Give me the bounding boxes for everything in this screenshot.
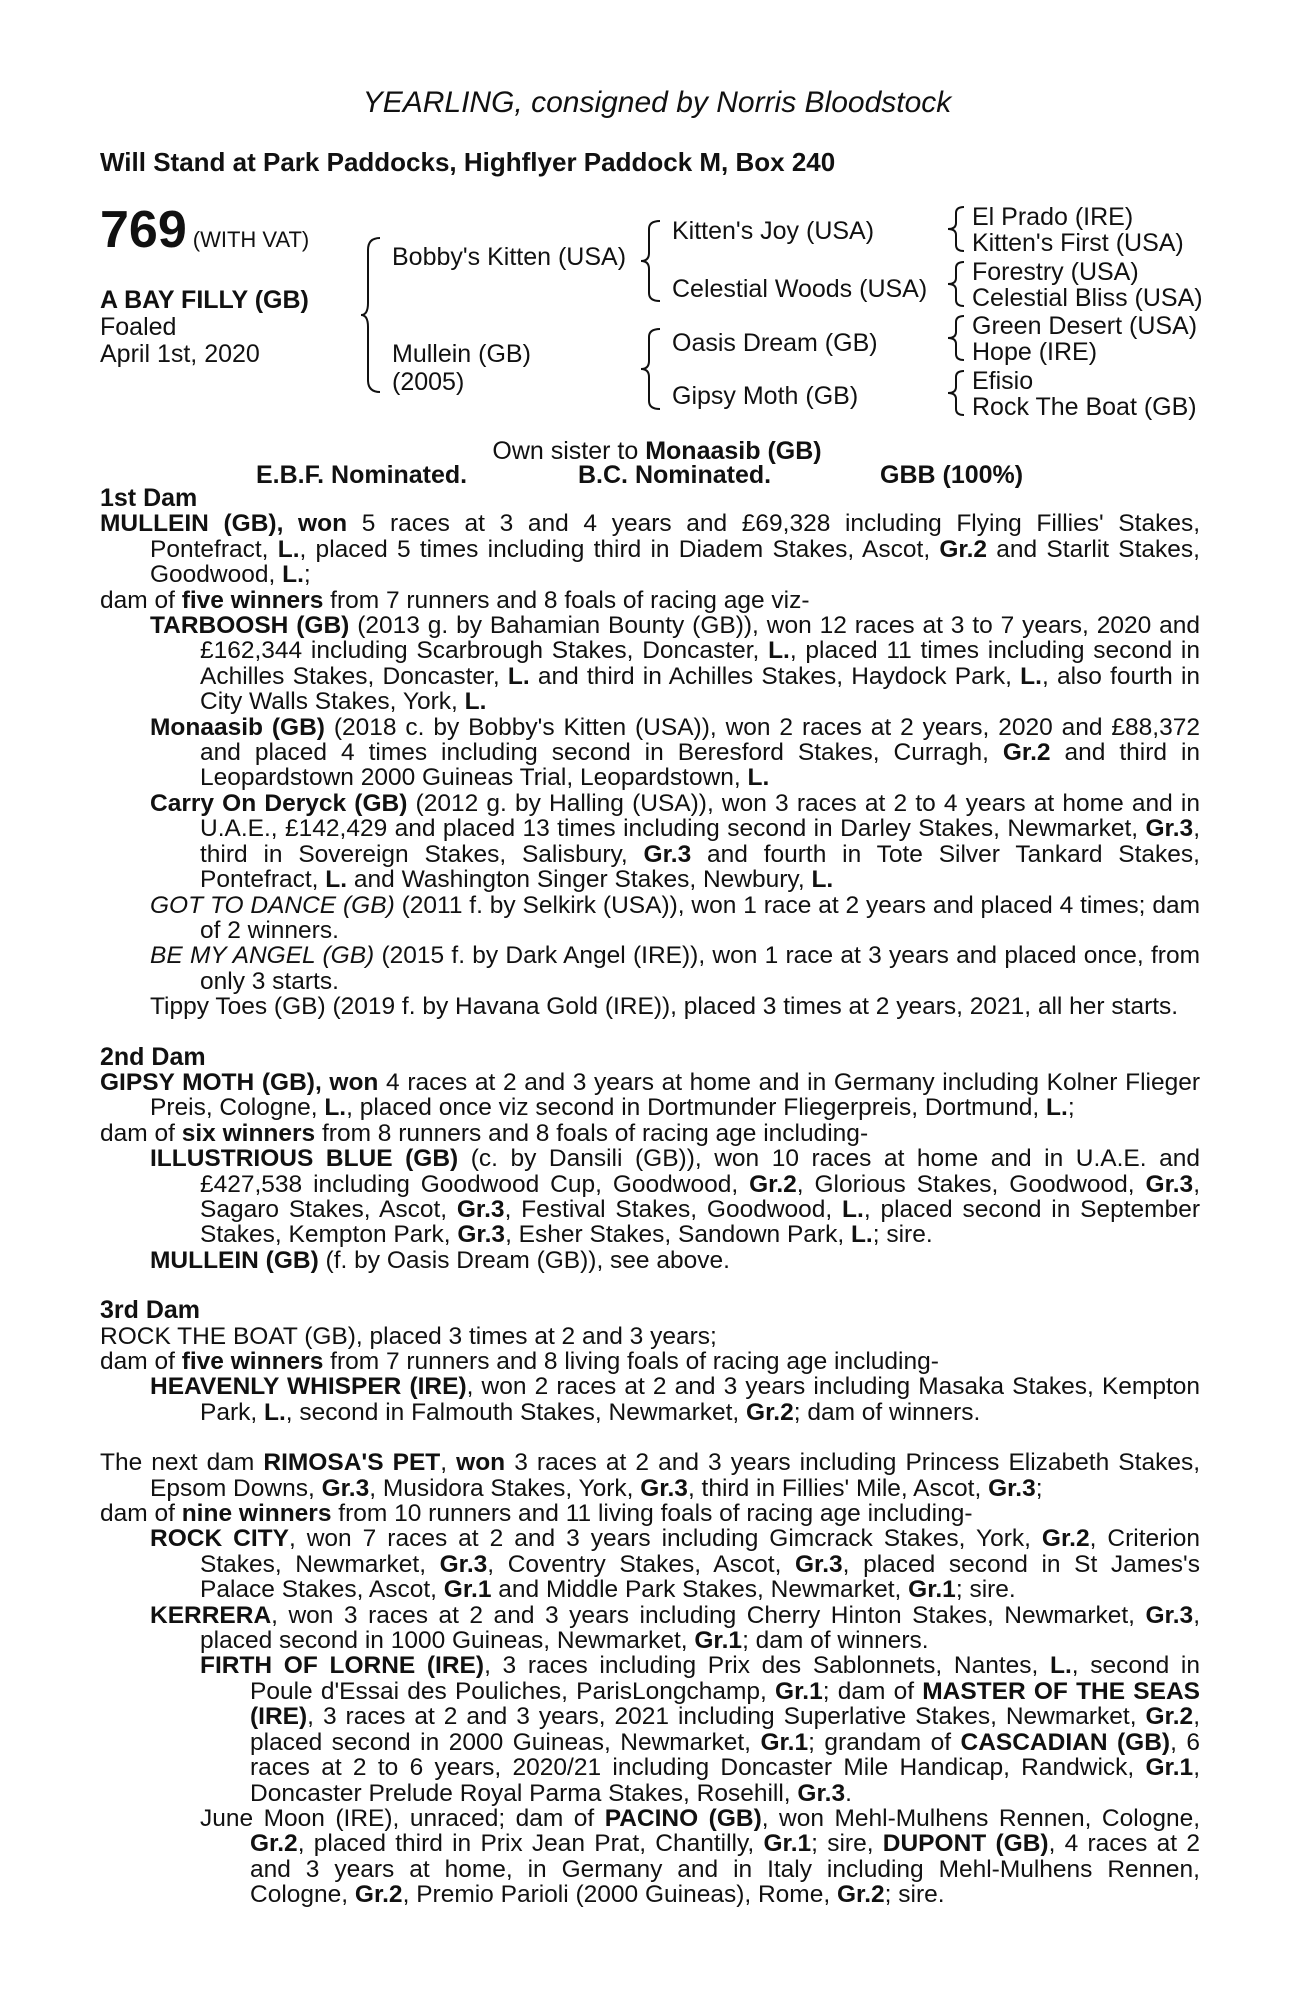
text-run: , Premio Parioli (2000 Guineas), Rome, (402, 1881, 837, 1909)
text-run: L. (811, 866, 834, 894)
next-dam-produce-list (100, 1526, 1200, 1907)
text-run: Gr.3 (643, 840, 692, 868)
text-run: Gr.2 (1145, 1703, 1194, 1731)
text-run: , won 7 races at 2 and 3 years including Gimcrack Stakes, York, (288, 1525, 1042, 1553)
pedigree-brace-gen3-b (946, 260, 966, 308)
text-run: and Middle Park Stakes, Newmarket, (491, 1576, 909, 1604)
text-run: and third in Achilles Stakes, Haydock Park, (529, 662, 1021, 690)
text-run: . (845, 1779, 852, 1807)
produce-entry (100, 1374, 1200, 1425)
pedigree-brace-gen2-sire (640, 219, 662, 303)
text-run: Tippy Toes (GB) (2019 f. by Havana Gold (IRE)), placed 3 times at 2 years, 2021, all her starts. (150, 993, 1179, 1021)
text-run: 5 races at 3 and 4 years and £69,328 including Flying Fillies' Stakes, Pontefract, (150, 510, 1200, 563)
text-run: HEAVENLY WHISPER (IRE) (150, 1373, 467, 1401)
text-run: Gr.3 (1145, 1170, 1194, 1198)
second-dam-produce-intro (100, 1121, 1200, 1146)
produce-entry (100, 1526, 1200, 1602)
text-run: and third in Leopardstown 2000 Guineas Trial, Leopardstown, (200, 739, 1201, 792)
lot-number (100, 200, 309, 260)
text-run: TARBOOSH (GB) (150, 612, 350, 640)
text-run: MASTER OF THE SEAS (IRE) (250, 1677, 1200, 1731)
text-run: L. (1046, 1094, 1068, 1122)
text-run: , placed 5 times including third in Diadem Stakes, Ascot, (299, 535, 940, 563)
second-dam-produce-list (100, 1146, 1200, 1273)
text-run: L. (282, 561, 304, 589)
pedigree-sss: El Prado (IRE) (972, 203, 1134, 231)
text-run: (f. by Oasis Dream (GB)), see above. (318, 1246, 730, 1274)
text-run: Gr.3 (457, 1221, 506, 1249)
text-run: and fourth in Tote Silver Tankard Stakes, Pontefract, (200, 840, 1200, 894)
text-run: ; grandam of (808, 1728, 961, 1756)
standing-location: Will Stand at Park Paddocks, Highflyer Paddock M, Box 240 (100, 147, 836, 177)
text-run: dam of (100, 1348, 182, 1375)
text-run: Gr.2 (746, 1398, 794, 1426)
text-run: ; (1067, 1094, 1075, 1122)
produce-entry (100, 1603, 1200, 1654)
pedigree-brace-gen2-dam (640, 327, 662, 411)
text-run: Gr.3 (1145, 1601, 1194, 1629)
produce-entry (100, 1146, 1200, 1248)
pedigree-dds: Efisio (972, 367, 1034, 395)
text-run: , 3 races at 2 and 3 years, 2021 including Superlative Stakes, Newmarket, (307, 1703, 1146, 1731)
pedigree-sire-dam: Celestial Woods (USA) (672, 275, 928, 303)
text-run: L. (850, 1221, 873, 1249)
foal-details (100, 287, 380, 368)
text-run: Gr.3 (640, 1474, 688, 1502)
produce-entry (100, 1653, 1200, 1805)
text-run: L. (464, 688, 487, 716)
text-run: ; dam of (822, 1677, 923, 1705)
text-run: , Criterion Stakes, Newmarket, (200, 1525, 1200, 1578)
text-run: Gr.3 (456, 1195, 505, 1223)
text-run: (2013 g. by Bahamian Bounty (GB)), won 12 races at 3 to 7 years, 2020 and £162,344 including Scarbrough Stakes, Doncaster, (200, 612, 1200, 665)
gbb-rating: GBB (100%) (880, 461, 1024, 489)
catalogue-header: YEARLING, consigned by Norris Bloodstock (362, 86, 952, 119)
text-run: June Moon (IRE), unraced; dam of (200, 1804, 605, 1832)
text-run: L. (842, 1195, 864, 1223)
foaled-label: Foaled (100, 313, 177, 341)
foaled-date: April 1st, 2020 (100, 340, 260, 368)
lot-number-value: 769 (100, 201, 187, 259)
text-run: (2015 f. by Dark Angel (IRE)), won 1 race at 3 years and placed once, from only 3 starts. (200, 942, 1200, 995)
text-run: L. (768, 637, 790, 665)
pedigree-brace-gen1 (360, 236, 382, 394)
text-run: , Doncaster Prelude Royal Parma Stakes, Rosehill, (250, 1754, 1200, 1807)
pedigree-dsd: Hope (IRE) (972, 338, 1098, 366)
bc-nomination: B.C. Nominated. (578, 461, 772, 489)
text-run: The next dam (100, 1449, 264, 1477)
first-dam-produce-intro (100, 588, 1200, 613)
text-run: Gr.3 (1145, 815, 1194, 843)
text-run: , second in Poule d'Essai des Pouliches, ParisLongchamp, (250, 1652, 1200, 1705)
text-run: , placed third in Prix Jean Prat, Chantilly, (297, 1830, 764, 1858)
text-run: (2018 c. by Bobby's Kitten (USA)), won 2 races at 2 years, 2020 and £88,372 and placed 4 times including second in Beresford Stakes, Curragh, (200, 713, 1200, 767)
text-run: Monaasib (GB) (150, 713, 325, 741)
text-run: L. (325, 866, 348, 894)
text-run: (2012 g. by Halling (USA)), won 3 races at 2 to 4 years at home and in U.A.E., £142,429 and placed 13 times including second in Darley Stakes, Newmarket, (200, 789, 1200, 843)
text-run: L. (324, 1094, 347, 1122)
text-run: Gr.2 (939, 535, 988, 563)
text-run: won (456, 1449, 506, 1477)
third-dam-record (100, 1324, 1200, 1349)
text-run: DUPONT (GB) (882, 1830, 1049, 1858)
own-sister-name: Monaasib (GB) (645, 437, 822, 465)
text-run: CASCADIAN (GB) (960, 1728, 1171, 1756)
text-run: PACINO (GB) (604, 1804, 762, 1832)
text-run: from 8 runners and 8 foals of racing age including- (315, 1119, 869, 1147)
text-run: Gr.2 (250, 1830, 298, 1858)
text-run: nine winners (181, 1500, 332, 1528)
text-run: ROCK CITY (150, 1525, 289, 1553)
text-run: , won 2 races at 2 and 3 years including Masaka Stakes, Kempton Park, (200, 1373, 1201, 1426)
text-run: Gr.3 (321, 1474, 370, 1502)
text-run: dam of (100, 1500, 182, 1528)
pedigree-sds: Forestry (USA) (972, 258, 1139, 286)
pedigree-dam-dam: Gipsy Moth (GB) (672, 382, 859, 410)
produce-entry (100, 893, 1200, 944)
text-run: (2011 f. by Selkirk (USA)), won 1 race at 2 years and placed 4 times; dam of 2 winners. (200, 891, 1200, 944)
text-run: L. (277, 535, 300, 563)
produce-entry (100, 943, 1200, 994)
text-run: Gr.3 (988, 1474, 1036, 1502)
text-run: Gr.2 (749, 1170, 797, 1198)
produce-entry (100, 715, 1200, 791)
text-run: L. (507, 662, 530, 690)
second-dam-record (100, 1070, 1200, 1121)
text-run: Gr.2 (836, 1881, 885, 1909)
text-run: Gr.3 (794, 1550, 843, 1578)
text-run: GIPSY MOTH (GB), won (100, 1068, 379, 1096)
pedigree-body (100, 486, 1200, 1908)
first-dam-record (100, 511, 1200, 587)
text-run: ; sire. (884, 1881, 945, 1909)
pedigree-brace-gen3-d (946, 369, 966, 417)
text-run: , 4 races at 2 and 3 years at home, in Germany and in Italy including Mehl-Mulhens Rennen, Cologne, (250, 1830, 1200, 1909)
text-run: Gr.3 (439, 1550, 488, 1578)
text-run: , 3 races including Prix des Sablonnets, Nantes, (484, 1652, 1050, 1680)
text-run: RIMOSA'S PET (263, 1449, 441, 1477)
text-run: Gr.1 (760, 1728, 809, 1756)
vat-note: (WITH VAT) (192, 227, 310, 252)
text-run: , third in Sovereign Stakes, Salisbury, (200, 815, 1200, 868)
text-run: 4 races at 2 and 3 years at home and in Germany including Kolner Flieger Preis, Cologne, (150, 1068, 1200, 1122)
text-run: L. (1020, 662, 1042, 690)
text-run: Gr.1 (694, 1627, 743, 1655)
text-run: FIRTH OF LORNE (IRE) (200, 1652, 485, 1680)
text-run: from 7 runners and 8 foals of racing age viz- (323, 586, 810, 614)
text-run: L. (747, 764, 770, 792)
text-run: Gr.1 (908, 1576, 956, 1604)
text-run: BE MY ANGEL (GB) (150, 942, 375, 970)
first-dam-produce-list (100, 613, 1200, 1020)
text-run: Gr.2 (1002, 739, 1051, 767)
text-run: Gr.3 (797, 1779, 846, 1807)
text-run: , placed 11 times including second in Achilles Stakes, Doncaster, (200, 637, 1201, 690)
text-run: , Musidora Stakes, York, (369, 1474, 641, 1502)
text-run: , Esher Stakes, Sandown Park, (505, 1221, 851, 1249)
ebf-nomination: E.B.F. Nominated. (256, 461, 468, 489)
pedigree-dam: Mullein (GB) (392, 340, 531, 368)
second-dam-heading: 2nd Dam (100, 1042, 206, 1071)
text-run: , Glorious Stakes, Goodwood, (796, 1170, 1146, 1198)
third-dam-produce-list (100, 1374, 1200, 1425)
pedigree-ssd: Kitten's First (USA) (972, 229, 1184, 257)
text-run: ; dam of winners. (793, 1398, 981, 1426)
text-run: five winners (181, 586, 324, 614)
text-run: Gr.1 (775, 1677, 823, 1705)
text-run: , Coventry Stakes, Ascot, (487, 1550, 795, 1578)
text-run: , placed second in 2000 Guineas, Newmarket, (250, 1703, 1200, 1756)
pedigree-sire: Bobby's Kitten (USA) (392, 243, 627, 271)
text-run: from 7 runners and 8 living foals of racing age including- (323, 1348, 939, 1375)
text-run: , won Mehl-Mulhens Rennen, Cologne, (761, 1804, 1201, 1832)
text-run: from 10 runners and 11 living foals of racing age including- (331, 1500, 973, 1528)
third-dam-heading: 3rd Dam (100, 1296, 201, 1325)
text-run: Gr.2 (354, 1881, 403, 1909)
text-run: Gr.1 (443, 1576, 492, 1604)
produce-entry (100, 1248, 1200, 1273)
text-run: (c. by Dansili (GB)), won 10 races at home and in U.A.E. and £427,538 including Goodwood Cup, Goodwood, (200, 1145, 1200, 1198)
text-run: and Washington Singer Stakes, Newbury, (347, 866, 812, 894)
text-run: five winners (181, 1348, 324, 1375)
text-run: , won 3 races at 2 and 3 years including Cherry Hinton Stakes, Newmarket, (271, 1601, 1146, 1629)
pedigree-sdd: Celestial Bliss (USA) (972, 284, 1203, 312)
text-run: Gr.1 (763, 1830, 812, 1858)
text-run: , placed second in St James's Palace Stakes, Ascot, (200, 1550, 1200, 1604)
text-run: ; (1035, 1474, 1043, 1502)
text-run: dam of (100, 1119, 182, 1147)
text-run: ; sire. (872, 1221, 933, 1249)
produce-entry (100, 994, 1200, 1019)
text-run: , also fourth in City Walls Stakes, York, (200, 662, 1201, 716)
text-run: ROCK THE BOAT (GB), placed 3 times at 2 and 3 years; (100, 1322, 717, 1350)
text-run: , placed second in 1000 Guineas, Newmarket, (200, 1601, 1200, 1655)
text-run: MULLEIN (GB), won (100, 510, 348, 538)
text-run: KERRERA (150, 1601, 272, 1629)
text-run: ; sire, (811, 1830, 883, 1858)
produce-entry (100, 1806, 1200, 1908)
produce-entry (100, 791, 1200, 893)
text-run: GOT TO DANCE (GB) (150, 891, 395, 919)
text-run: Carry On Deryck (GB) (150, 789, 408, 817)
pedigree-dam-sire: Oasis Dream (GB) (672, 329, 878, 357)
pedigree-dss: Green Desert (USA) (972, 312, 1198, 340)
produce-entry (100, 613, 1200, 715)
text-run: , 6 races at 2 to 6 years, 2020/21 including Doncaster Mile Handicap, Randwick, (250, 1728, 1200, 1782)
text-run: ILLUSTRIOUS BLUE (GB) (150, 1145, 459, 1173)
text-run: ; (303, 561, 311, 589)
pedigree-brace-gen3-a (946, 205, 966, 253)
text-run: , Sagaro Stakes, Ascot, (200, 1170, 1201, 1223)
text-run: , (440, 1449, 457, 1477)
text-run: and Starlit Stakes, Goodwood, (150, 535, 1200, 589)
text-run: Gr.1 (1145, 1754, 1194, 1782)
foal-name: A BAY FILLY (GB) (100, 286, 309, 314)
first-dam-heading: 1st Dam (100, 484, 198, 512)
next-dam-record (100, 1450, 1200, 1501)
third-dam-produce-intro (100, 1349, 1200, 1374)
text-run: , placed second in September Stakes, Kempton Park, (200, 1195, 1200, 1249)
text-run: Gr.2 (1041, 1525, 1090, 1553)
text-run: 3 races at 2 and 3 years including Princess Elizabeth Stakes, Epsom Downs, (150, 1449, 1201, 1502)
text-run: dam of (100, 586, 182, 614)
pedigree-sire-sire: Kitten's Joy (USA) (672, 217, 875, 245)
text-run: L. (264, 1398, 286, 1426)
next-dam-produce-intro (100, 1501, 1200, 1526)
text-run: ; dam of winners. (742, 1627, 929, 1655)
text-run: six winners (181, 1119, 316, 1147)
pedigree-brace-gen3-c (946, 314, 966, 362)
own-sister-prefix: Own sister to (492, 437, 639, 465)
text-run: , third in Fillies' Mile, Ascot, (687, 1474, 989, 1502)
text-run: , second in Falmouth Stakes, Newmarket, (285, 1398, 747, 1426)
pedigree-dam-year: (2005) (392, 368, 465, 396)
text-run: ; sire. (955, 1576, 1016, 1604)
text-run: , placed once viz second in Dortmunder Fliegerpreis, Dortmund, (346, 1094, 1047, 1122)
text-run: L. (1049, 1652, 1072, 1680)
text-run: , Festival Stakes, Goodwood, (504, 1195, 843, 1223)
pedigree-ddd: Rock The Boat (GB) (972, 393, 1197, 421)
text-run: MULLEIN (GB) (150, 1246, 319, 1274)
